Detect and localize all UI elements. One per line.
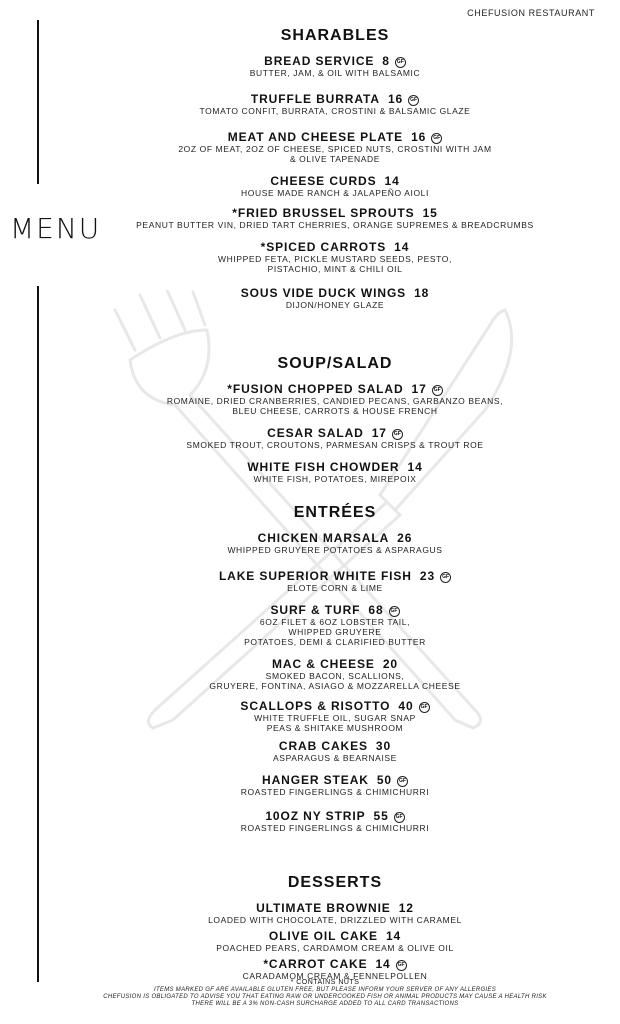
menu-item-name: CRAB CAKES [278,739,368,753]
section-soup-salad [120,354,550,484]
menu-item-name: WHITE FISH CHOWDER [247,460,400,474]
menu-item-name: CHICKEN MARSALA [257,531,390,545]
menu-item-price: 12 [398,901,414,915]
menu-item-description: SMOKED TROUT, CROUTONS, PARMESAN CRISPS & TROUT ROE [186,440,484,450]
menu-item-description: 6OZ FILET & 6OZ LOBSTER TAIL, [259,617,411,627]
menu-item-price: 40 [398,699,414,713]
gluten-free-icon: GF [396,960,407,971]
menu-item-description: BUTTER, JAM, & OIL WITH BALSAMIC [249,68,421,78]
menu-item [120,130,550,164]
menu-item-price: 14 [375,957,391,971]
menu-item-price: 17 [411,382,427,396]
menu-item-description: PISTACHIO, MINT & CHILI OIL [267,264,403,274]
gluten-free-icon: GF [397,776,408,787]
menu-item-title-row [120,657,550,671]
footer-note-surcharge: THERE WILL BE A 3% NON-CASH SURCHARGE ADDED TO ALL CARD TRANSACTIONS [191,1001,459,1007]
menu-item-description: SMOKED BACON, SCALLIONS, [265,671,405,681]
menu-item-description: LOADED WITH CHOCOLATE, DRIZZLED WITH CARAMEL [208,915,462,925]
menu-item-title-row [120,92,550,106]
menu-item-price: 14 [394,240,410,254]
divider-line-bottom [37,286,39,982]
menu-item-name: *SPICED CARROTS [260,240,387,254]
menu-heading: MENU [10,212,102,245]
section-title: SHARABLES [280,27,390,44]
menu-item-name: OLIVE OIL CAKE [268,929,378,943]
menu-item [120,531,550,555]
menu-item-name: *CARROT CAKE [263,957,368,971]
menu-item-description: PEANUT BUTTER VIN, DRIED TART CHERRIES, ORANGE SUPREMES & BREADCRUMBS [136,220,534,230]
menu-item-title-row [120,929,550,943]
menu-item [120,657,550,691]
menu-item [120,426,550,450]
menu-item-description: CARADAMOM CREAM & FENNELPOLLEN [242,971,428,981]
menu-item-price: 20 [382,657,398,671]
menu-item-price: 14 [385,929,402,943]
menu-item [120,240,550,274]
menu-item-description: WHIPPED GRUYERE POTATOES & ASPARAGUS [227,545,443,555]
contains-nuts-note: * CONTAINS NUTS [290,979,360,986]
menu-item [120,699,550,733]
gluten-free-icon: GF [389,606,400,617]
gluten-free-icon: GF [395,57,406,68]
menu-item-name: *FUSION CHOPPED SALAD [227,382,404,396]
menu-item-title-row [120,54,550,68]
menu-item-title-row [120,531,550,545]
menu-item [120,460,550,484]
menu-item-price: 23 [419,569,436,583]
menu-item-title-row [120,739,550,753]
menu-item-description: WHIPPED GRUYERE [288,627,382,637]
menu-item [120,901,550,925]
menu-item-description: POTATOES, DEMI & CLARIFIED BUTTER [244,637,426,647]
menu-item-price: 68 [368,603,384,617]
menu-item [120,382,550,416]
menu-item-price: 26 [397,531,413,545]
menu-item-name: MEAT AND CHEESE PLATE [227,130,404,144]
divider-line-top [37,20,39,184]
menu-item-title-row [120,603,550,617]
menu-item-price: 8 [382,54,390,68]
menu-item-description: POACHED PEARS, CARDAMOM CREAM & OLIVE OIL [216,943,454,953]
gluten-free-icon: GF [392,429,403,440]
menu-item-description: WHITE FISH, POTATOES, MIREPOIX [253,474,417,484]
menu-item-title-row [120,901,550,915]
menu-item-description: 2OZ OF MEAT, 2OZ OF CHEESE, SPICED NUTS, CROSTINI WITH JAM [178,144,492,154]
menu-item [120,773,550,797]
menu-item-description: ROMAINE, DRIED CRANBERRIES, CANDIED PECANS, GARBANZO BEANS, [166,396,504,406]
menu-item-name: SURF & TURF [270,603,361,617]
menu-item [120,569,550,593]
menu-item-name: BREAD SERVICE [264,54,375,68]
gluten-free-icon: GF [431,133,442,144]
section-sharables [120,26,550,310]
menu-item-description: ELOTE CORN & LIME [287,583,383,593]
menu-item-price: 14 [407,460,423,474]
menu-item-name: MAC & CHEESE [272,657,375,671]
menu-item-title-row [120,130,550,144]
menu-item-name: 10OZ NY STRIP [265,809,366,823]
menu-item-name: TRUFFLE BURRATA [250,92,380,106]
menu-item-description: HOUSE MADE RANCH & JALAPEÑO AIOLI [241,188,429,198]
menu-item [120,739,550,763]
menu-item [120,603,550,647]
menu-item-description: GRUYERE, FONTINA, ASIAGO & MOZZARELLA CHEESE [209,681,461,691]
menu-item-description: WHIPPED FETA, PICKLE MUSTARD SEEDS, PESTO, [218,254,452,264]
menu-item-name: *FRIED BRUSSEL SPROUTS [232,206,415,220]
menu-item-title-row [120,206,550,220]
gluten-free-icon: GF [394,812,405,823]
menu-item-price: 50 [376,773,392,787]
menu-item-description: WHITE TRUFFLE OIL, SUGAR SNAP [254,713,416,723]
menu-item-title-row [120,809,550,823]
menu-item [120,286,550,310]
section-desserts [120,873,550,981]
menu-item [120,206,550,230]
menu-item-name: SOUS VIDE DUCK WINGS [240,286,407,300]
menu-item-name: ULTIMATE BROWNIE [256,901,391,915]
menu-item-price: 16 [411,130,427,144]
menu-item-price: 30 [375,739,392,753]
menu-item-description: TOMATO CONFIT, BURRATA, CROSTINI & BALSAMIC GLAZE [199,106,471,116]
menu-item-title-row [120,174,550,188]
gluten-free-icon: GF [419,702,430,713]
menu-item-name: SCALLOPS & RISOTTO [240,699,391,713]
section-title: DESSERTS [287,874,383,891]
menu-item [120,92,550,116]
section-title: SOUP/SALAD [277,355,393,372]
menu-item [120,809,550,833]
menu-item [120,54,550,78]
footer-note-health-risk: CHEFUSION IS OBLIGATED TO ADVISE YOU THAT EATING RAW OR UNDERCOOKED FISH OR ANIMAL PRODUCTS MAY CAUSE A HEALTH RISK [103,994,547,1000]
menu-item-description: DIJON/HONEY GLAZE [285,300,385,310]
menu-item-description: ASPARAGUS & BEARNAISE [273,753,397,763]
menu-item-name: HANGER STEAK [262,773,369,787]
menu-item-price: 14 [384,174,400,188]
menu-item-price: 15 [422,206,438,220]
menu-item-title-row [120,773,550,787]
menu-item-title-row [120,382,550,396]
menu-item-title-row [120,240,550,254]
menu-item-price: 18 [414,286,430,300]
menu-item-name: CESAR SALAD [267,426,364,440]
menu-item-description: PEAS & SHITAKE MUSHROOM [266,723,404,733]
menu-item-description: ROASTED FINGERLINGS & CHIMICHURRI [240,787,430,797]
gluten-free-icon: GF [408,95,419,106]
section-title: ENTRÉES [293,504,377,521]
menu-item-price: 16 [387,92,404,106]
menu-item-price: 55 [373,809,389,823]
menu-item-name: LAKE SUPERIOR WHITE FISH [218,569,412,583]
gluten-free-icon: GF [440,572,451,583]
restaurant-name: CHEFUSION RESTAURANT [467,8,595,18]
gluten-free-icon: GF [432,385,443,396]
menu-item-name: CHEESE CURDS [270,174,377,188]
menu-item [120,174,550,198]
menu-item-title-row [120,957,550,971]
menu-item-description: & OLIVE TAPENADE [289,154,381,164]
menu-item [120,929,550,953]
menu-item-title-row [120,699,550,713]
menu-item-title-row [120,460,550,474]
menu-item-description: BLEU CHEESE, CARROTS & HOUSE FRENCH [232,406,438,416]
menu-item-price: 17 [371,426,387,440]
menu-item-description: ROASTED FINGERLINGS & CHIMICHURRI [240,823,430,833]
footer-note-gluten-free: ITEMS MARKED GF ARE AVAILABLE GLUTEN FREE, BUT PLEASE INFORM YOUR SERVER OF ANY ALLERGIES [153,987,496,993]
menu-item-title-row [120,286,550,300]
menu-item-title-row [120,426,550,440]
menu-footer [95,978,555,1008]
section-entr-es [120,503,550,833]
menu-item-title-row [120,569,550,583]
